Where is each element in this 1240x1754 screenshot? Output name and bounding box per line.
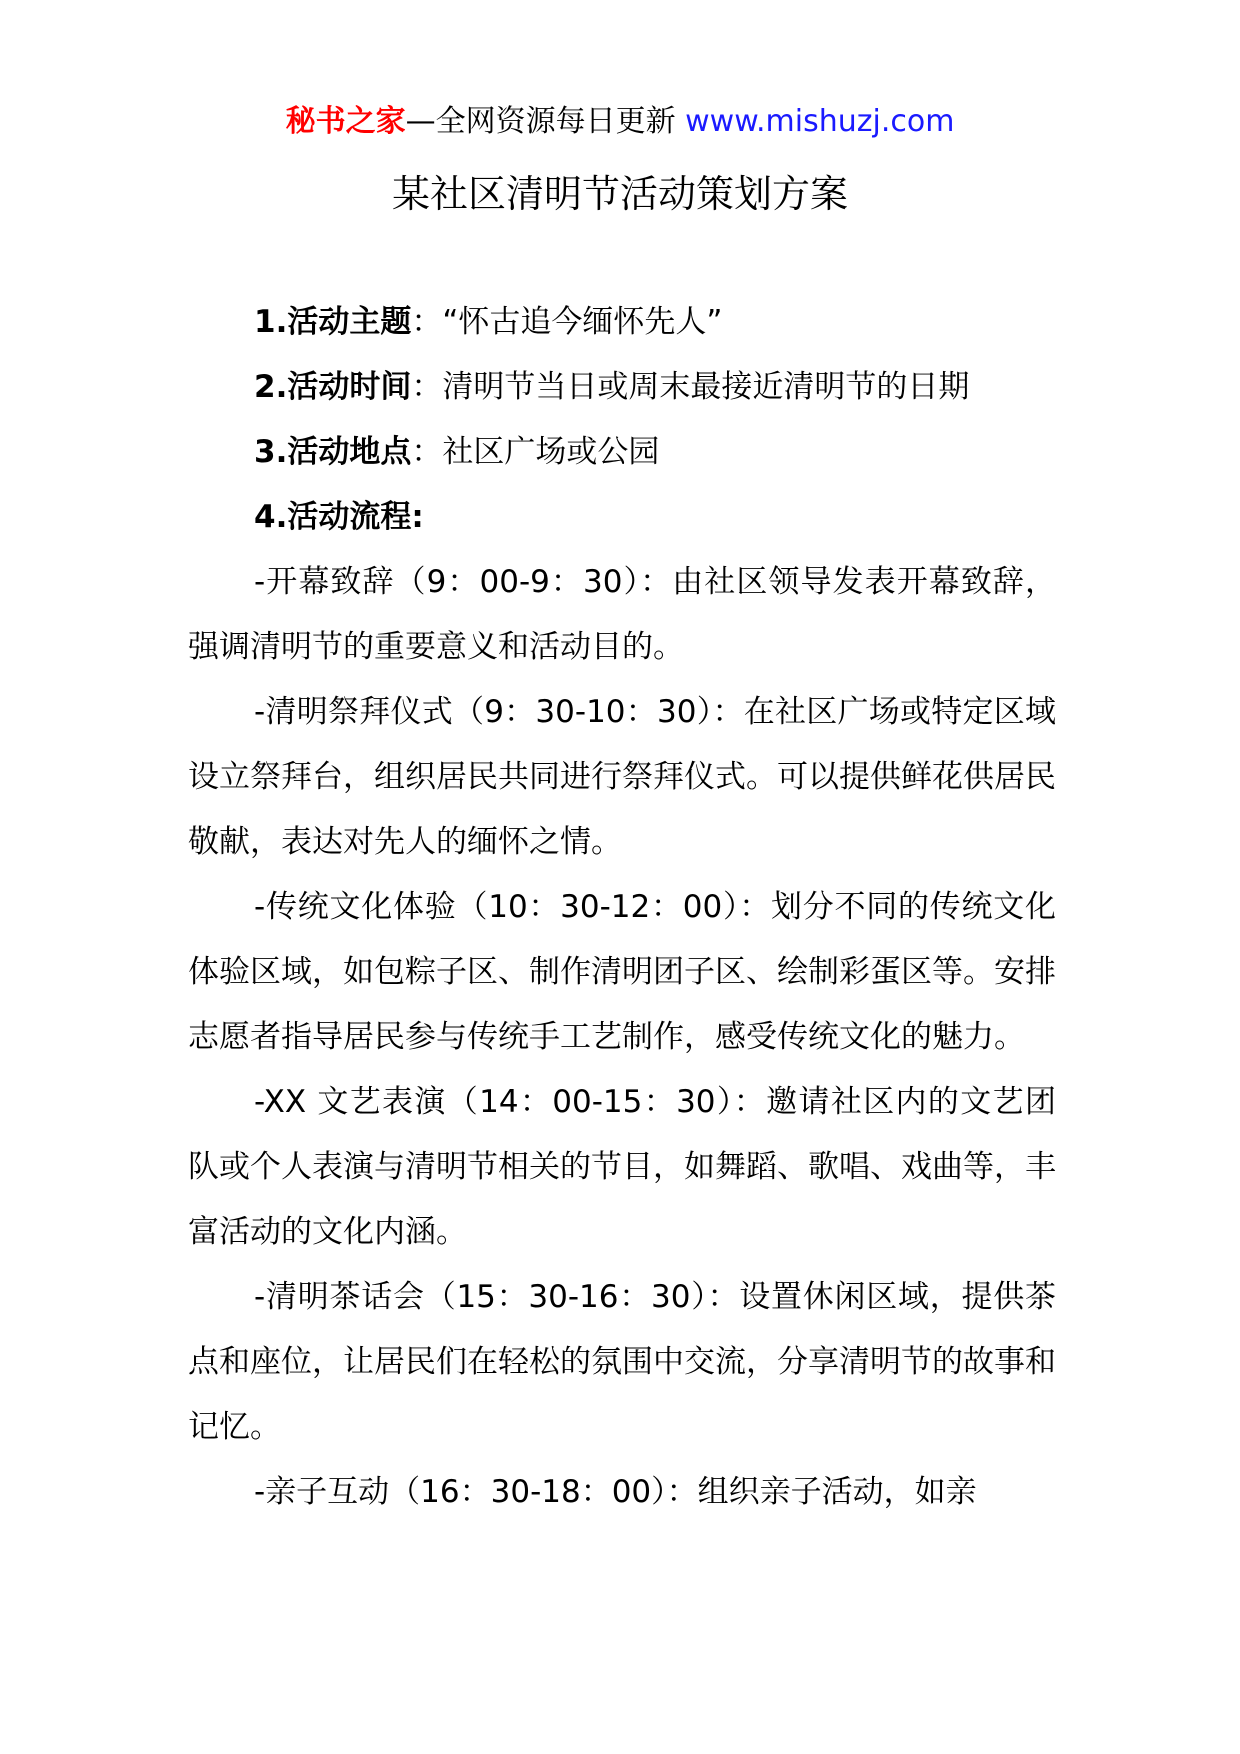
paragraph-parent-child: -亲子互动（16：30-18：00）：组织亲子活动，如亲 — [254, 1474, 977, 1510]
item-separator: ： — [411, 434, 443, 470]
site-brand: 秘书之家 — [285, 104, 406, 139]
item-time — [188, 355, 1056, 420]
item-text: 社区广场或公园 — [442, 434, 660, 470]
paragraph-opening: -开幕致辞（9：00-9：30）：由社区领导发表开幕致辞，强调清明节的重要意义和活动目的。 — [188, 564, 1056, 665]
site-tagline: —全网资源每日更新 — [405, 104, 676, 139]
paragraph-ceremony: -清明祭拜仪式（9：30-10：30）：在社区广场或特定区域设立祭拜台，组织居民共同进行祭拜仪式。可以提供鲜花供居民敬献，表达对先人的缅怀之情。 — [188, 694, 1056, 860]
paragraph-performance: -XX 文艺表演（14：00-15：30）：邀请社区内的文艺团队或个人表演与清明节相关的节目，如舞蹈、歌唱、戏曲等，丰富活动的文化内涵。 — [188, 1084, 1056, 1250]
item-text: “怀古追今缅怀先人” — [442, 304, 723, 340]
item-label: 3.活动地点 — [254, 434, 412, 470]
site-header — [0, 100, 1240, 144]
paragraph-culture: -传统文化体验（10：30-12：00）：划分不同的传统文化体验区域，如包粽子区、制作清明团子区、绘制彩蛋区等。安排志愿者指导居民参与传统手工艺制作，感受传统文化的魅力。 — [188, 889, 1056, 1055]
item-process — [188, 485, 1056, 550]
item-location — [188, 420, 1056, 485]
document-body — [188, 290, 1056, 1525]
item-separator: ： — [411, 304, 443, 340]
item-label: 2.活动时间 — [254, 369, 412, 405]
item-separator: ： — [411, 369, 443, 405]
item-text: 清明节当日或周末最接近清明节的日期 — [442, 369, 970, 405]
item-label: 1.活动主题 — [254, 304, 412, 340]
paragraph-tea-party: -清明茶话会（15：30-16：30）：设置休闲区域，提供茶点和座位，让居民们在轻松的氛围中交流，分享清明节的故事和记忆。 — [188, 1279, 1056, 1445]
item-label: 4.活动流程: — [254, 499, 424, 535]
document-title: 某社区清明节活动策划方案 — [391, 172, 848, 216]
item-theme — [188, 290, 1056, 355]
site-url-link[interactable]: www.mishuzj.com — [685, 104, 955, 139]
